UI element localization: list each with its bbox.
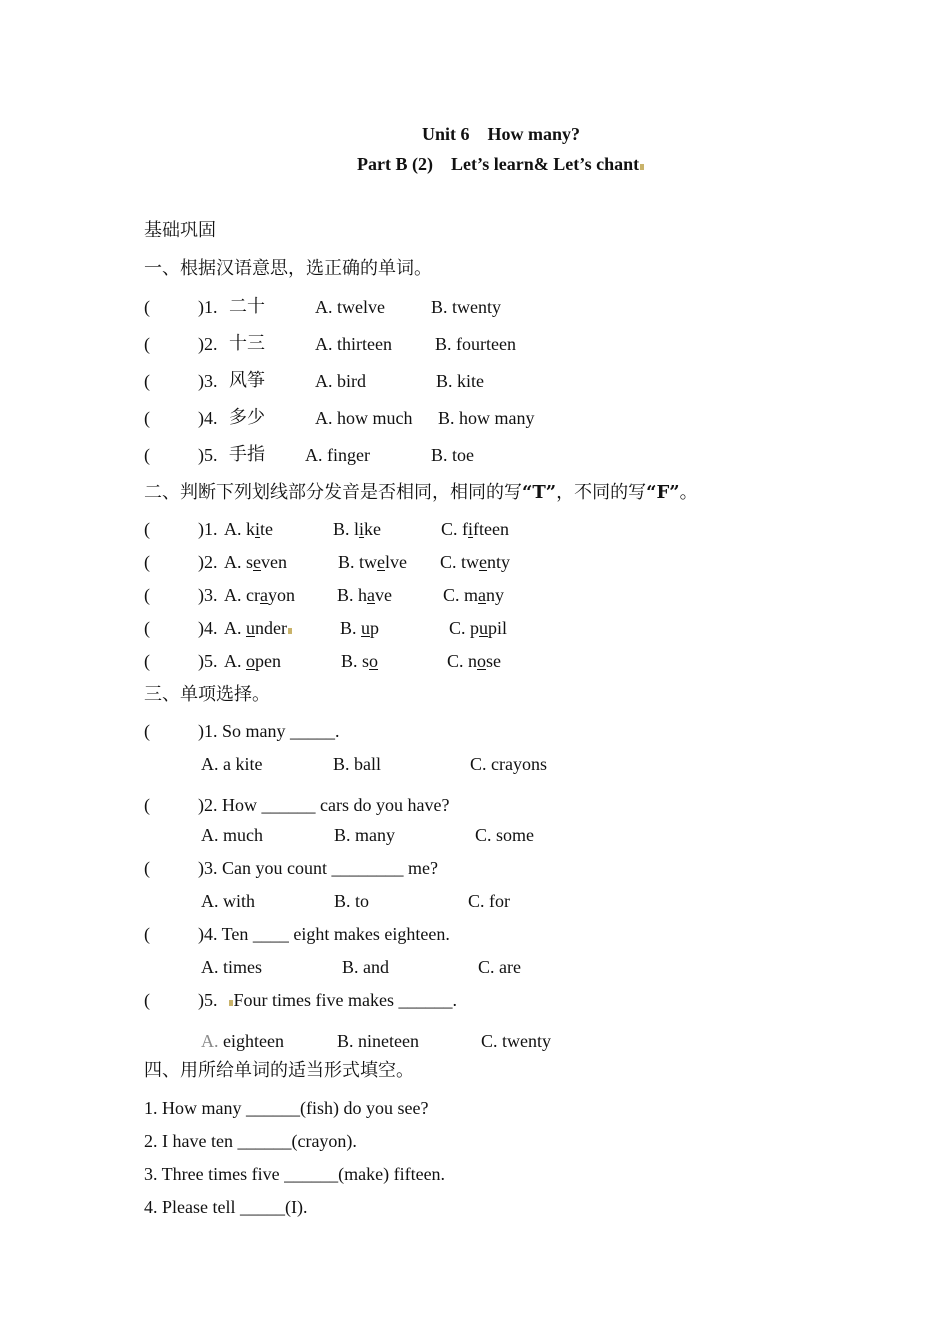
answer-bracket[interactable]: (	[144, 990, 150, 1010]
fill-blank-item[interactable]: 4. Please tell _____(I).	[144, 1197, 308, 1217]
option-c[interactable]: C. some	[475, 825, 535, 845]
section-basic-heading: 基础巩固	[144, 220, 216, 241]
answer-bracket[interactable]: (	[144, 552, 150, 572]
question-text: )1. So many _____.	[198, 721, 340, 741]
item-number: )3.	[198, 371, 218, 391]
section3-title: 三、单项选择。	[144, 684, 270, 705]
option-a: A. seven	[224, 552, 288, 572]
option-b: B. have	[337, 585, 393, 605]
item-number: )3.	[198, 585, 218, 605]
option-c[interactable]: C. for	[468, 891, 510, 911]
option-b[interactable]: B. twenty	[431, 297, 501, 317]
option-b[interactable]: B. toe	[431, 445, 474, 465]
option-c: C. nose	[447, 651, 502, 671]
section2-title: 二、判断下列划线部分发音是否相同，相同的写“T”，不同的写“F”。	[144, 482, 698, 503]
question-text: )5. Four times five makes ______.	[198, 990, 457, 1010]
chinese-word: 多少	[229, 407, 265, 428]
answer-bracket[interactable]: (	[144, 519, 150, 539]
answer-bracket[interactable]: (	[144, 408, 150, 428]
answer-bracket[interactable]: (	[144, 445, 150, 465]
option-b[interactable]: B. to	[334, 891, 370, 911]
mark-dot-icon	[640, 164, 644, 170]
item-number: )1.	[198, 297, 218, 317]
option-b[interactable]: B. ball	[333, 754, 381, 774]
item-number: )5.	[198, 445, 218, 465]
option-b[interactable]: B. how many	[438, 408, 535, 428]
fill-blank-item[interactable]: 2. I have ten ______(crayon).	[144, 1131, 357, 1151]
option-a[interactable]: A. how much	[315, 408, 413, 428]
option-c[interactable]: C. twenty	[481, 1031, 551, 1051]
answer-bracket[interactable]: (	[144, 858, 150, 878]
answer-bracket[interactable]: (	[144, 795, 150, 815]
option-c: C. pupil	[449, 618, 508, 638]
option-c: C. twenty	[440, 552, 511, 572]
chinese-word: 二十	[229, 296, 265, 317]
option-a: A. kite	[224, 519, 274, 539]
unit-title: Unit 6 How many?	[422, 124, 581, 144]
question-text: )2. How ______ cars do you have?	[198, 795, 450, 815]
item-number: )4.	[198, 408, 218, 428]
item-number: )2.	[198, 334, 218, 354]
fill-blank-item[interactable]: 3. Three times five ______(make) fifteen.	[144, 1164, 446, 1184]
option-c: C. fifteen	[441, 519, 509, 539]
answer-bracket[interactable]: (	[144, 924, 150, 944]
fill-blank-item[interactable]: 1. How many ______(fish) do you see?	[144, 1098, 429, 1118]
option-b: B. so	[341, 651, 379, 671]
answer-bracket[interactable]: (	[144, 334, 150, 354]
section4-title: 四、用所给单词的适当形式填空。	[144, 1060, 414, 1081]
option-a: A. open	[224, 651, 281, 671]
option-c: C. many	[443, 585, 505, 605]
chinese-word: 风筝	[229, 370, 265, 391]
part-title: Part B (2) Let’s learn& Let’s chant	[357, 154, 645, 175]
option-a[interactable]: A. with	[201, 891, 255, 911]
option-a[interactable]: A. thirteen	[315, 334, 392, 354]
option-a[interactable]: A. much	[201, 825, 263, 845]
option-c[interactable]: C. crayons	[470, 754, 547, 774]
chinese-word: 十三	[229, 333, 265, 354]
option-a[interactable]: A. finger	[305, 445, 370, 465]
option-b[interactable]: B. kite	[436, 371, 484, 391]
mark-dot-icon	[288, 628, 292, 634]
option-b[interactable]: B. nineteen	[337, 1031, 419, 1051]
option-c[interactable]: C. are	[478, 957, 521, 977]
question-text: )4. Ten ____ eight makes eighteen.	[198, 924, 450, 944]
item-number: )5.	[198, 651, 218, 671]
option-b[interactable]: B. many	[334, 825, 395, 845]
option-a[interactable]: A. twelve	[315, 297, 385, 317]
answer-bracket[interactable]: (	[144, 721, 150, 741]
option-a[interactable]: A. bird	[315, 371, 366, 391]
item-number: )4.	[198, 618, 218, 638]
option-b: B. up	[340, 618, 380, 638]
answer-bracket[interactable]: (	[144, 371, 150, 391]
answer-bracket[interactable]: (	[144, 618, 150, 638]
option-b[interactable]: B. and	[342, 957, 389, 977]
chinese-word: 手指	[229, 444, 265, 465]
answer-bracket[interactable]: (	[144, 297, 150, 317]
option-a[interactable]: A. a kite	[201, 754, 263, 774]
option-a[interactable]: A. eighteen	[201, 1031, 284, 1051]
option-a[interactable]: A. times	[201, 957, 262, 977]
option-b: B. like	[333, 519, 382, 539]
section1-title: 一、根据汉语意思，选正确的单词。	[144, 258, 432, 279]
item-number: )1.	[198, 519, 218, 539]
option-a: A. crayon	[224, 585, 295, 605]
question-text: )3. Can you count ________ me?	[198, 858, 438, 878]
option-b[interactable]: B. fourteen	[435, 334, 516, 354]
answer-bracket[interactable]: (	[144, 651, 150, 671]
item-number: )2.	[198, 552, 218, 572]
answer-bracket[interactable]: (	[144, 585, 150, 605]
option-a: A. under	[224, 617, 293, 639]
mark-dot-icon	[229, 1000, 233, 1006]
option-b: B. twelve	[338, 552, 408, 572]
